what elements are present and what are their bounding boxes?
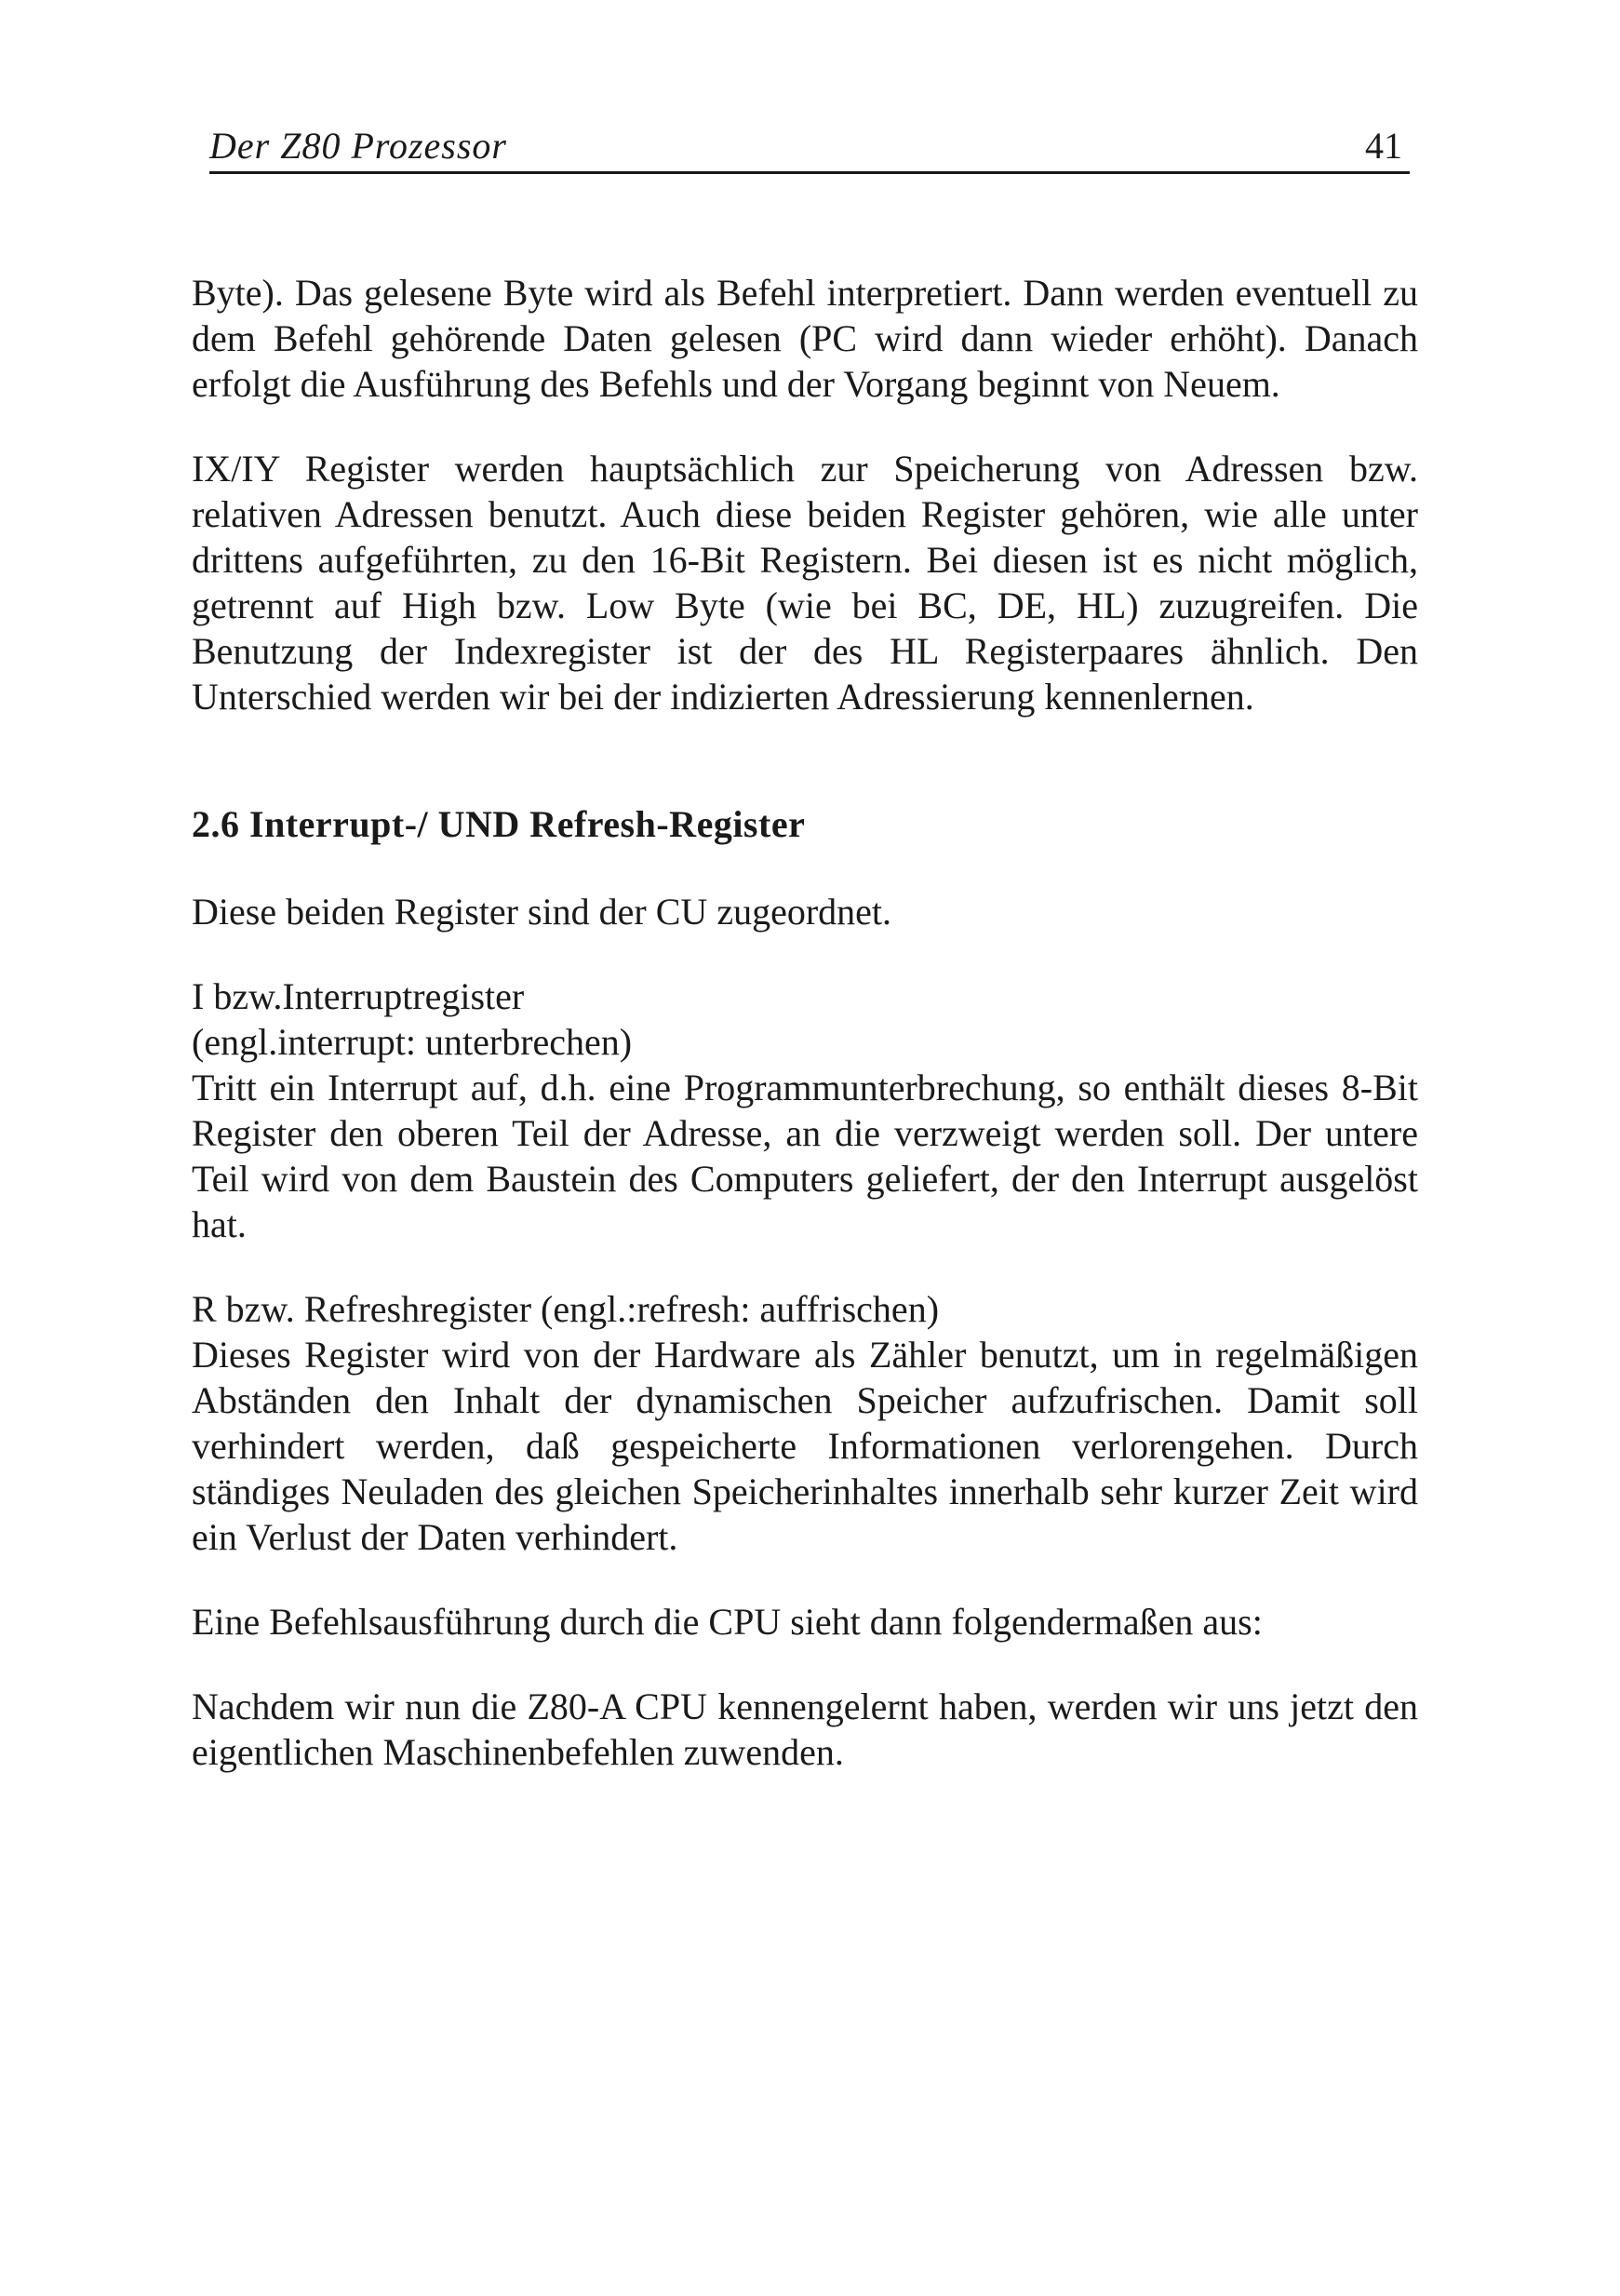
i-register-block (192, 973, 1418, 1247)
r-register-block (192, 1286, 1418, 1560)
i-register-title: I bzw.Interruptregister (192, 975, 525, 1017)
paragraph-byte-fetch: Byte). Das gelesene Byte wird als Befehl interpretiert. Dann werden eventuell zu dem Befehl gehörende Daten gelesen (PC wird dann wieder erhöht). Danach erfolgt die Ausführung des Befehls und der Vorgang beginnt von Neuem. (192, 272, 1418, 405)
r-register-text: Dieses Register wird von der Hardware als Zähler benutzt, um in regelmäßigen Abständen den Inhalt der dynamischen Speicher aufzufrischen. Damit soll verhindert werden, daß gespeicherte Informationen verlorengehen. Durch ständiges Neuladen des gleichen Speicherinhaltes innerhalb sehr kurzer Zeit wird ein Verlust der Daten verhindert. (192, 1334, 1418, 1558)
page-number: 41 (1365, 125, 1402, 167)
i-register-text: Tritt ein Interrupt auf, d.h. eine Programmunterbrechung, so enthält dieses 8-Bit Register den oberen Teil der Adresse, an die verzweigt werden soll. Der untere Teil wird von dem Baustein des Computers geliefert, der den Interrupt ausgelöst hat. (192, 1067, 1418, 1245)
chapter-title: Der Z80 Prozessor (209, 125, 507, 167)
section-intro: Diese beiden Register sind der CU zugeordnet. (192, 891, 892, 933)
running-header (209, 123, 1410, 174)
paragraph-index-registers: IX/IY Register werden hauptsächlich zur Speicherung von Adressen bzw. relativen Adressen benutzt. Auch diese beiden Register gehören, wie alle unter drittens aufgeführten, zu den 16-Bit Registern. Bei diesen ist es nicht möglich, getrennt auf High bzw. Low Byte (wie bei BC, DE, HL) zuzugreifen. Die Benutzung der Indexregister ist der des HL Registerpaares ähnlich. Den Unterschied werden wir bei der indizierten Adressierung kennenlernen. (192, 448, 1418, 718)
closing-paragraph: Nachdem wir nun die Z80-A CPU kennengelernt haben, werden wir uns jetzt den eigentlichen Maschinenbefehlen zuwenden. (192, 1685, 1418, 1773)
execution-paragraph: Eine Befehlsausführung durch die CPU sieht dann folgendermaßen aus: (192, 1601, 1263, 1643)
body-text (192, 270, 1418, 1814)
section-heading: 2.6 Interrupt-/ UND Refresh-Register (192, 803, 806, 845)
r-register-title: R bzw. Refreshregister (engl.:refresh: auffrischen) (192, 1288, 940, 1330)
i-register-subtitle: (engl.interrupt: unterbrechen) (192, 1021, 633, 1063)
